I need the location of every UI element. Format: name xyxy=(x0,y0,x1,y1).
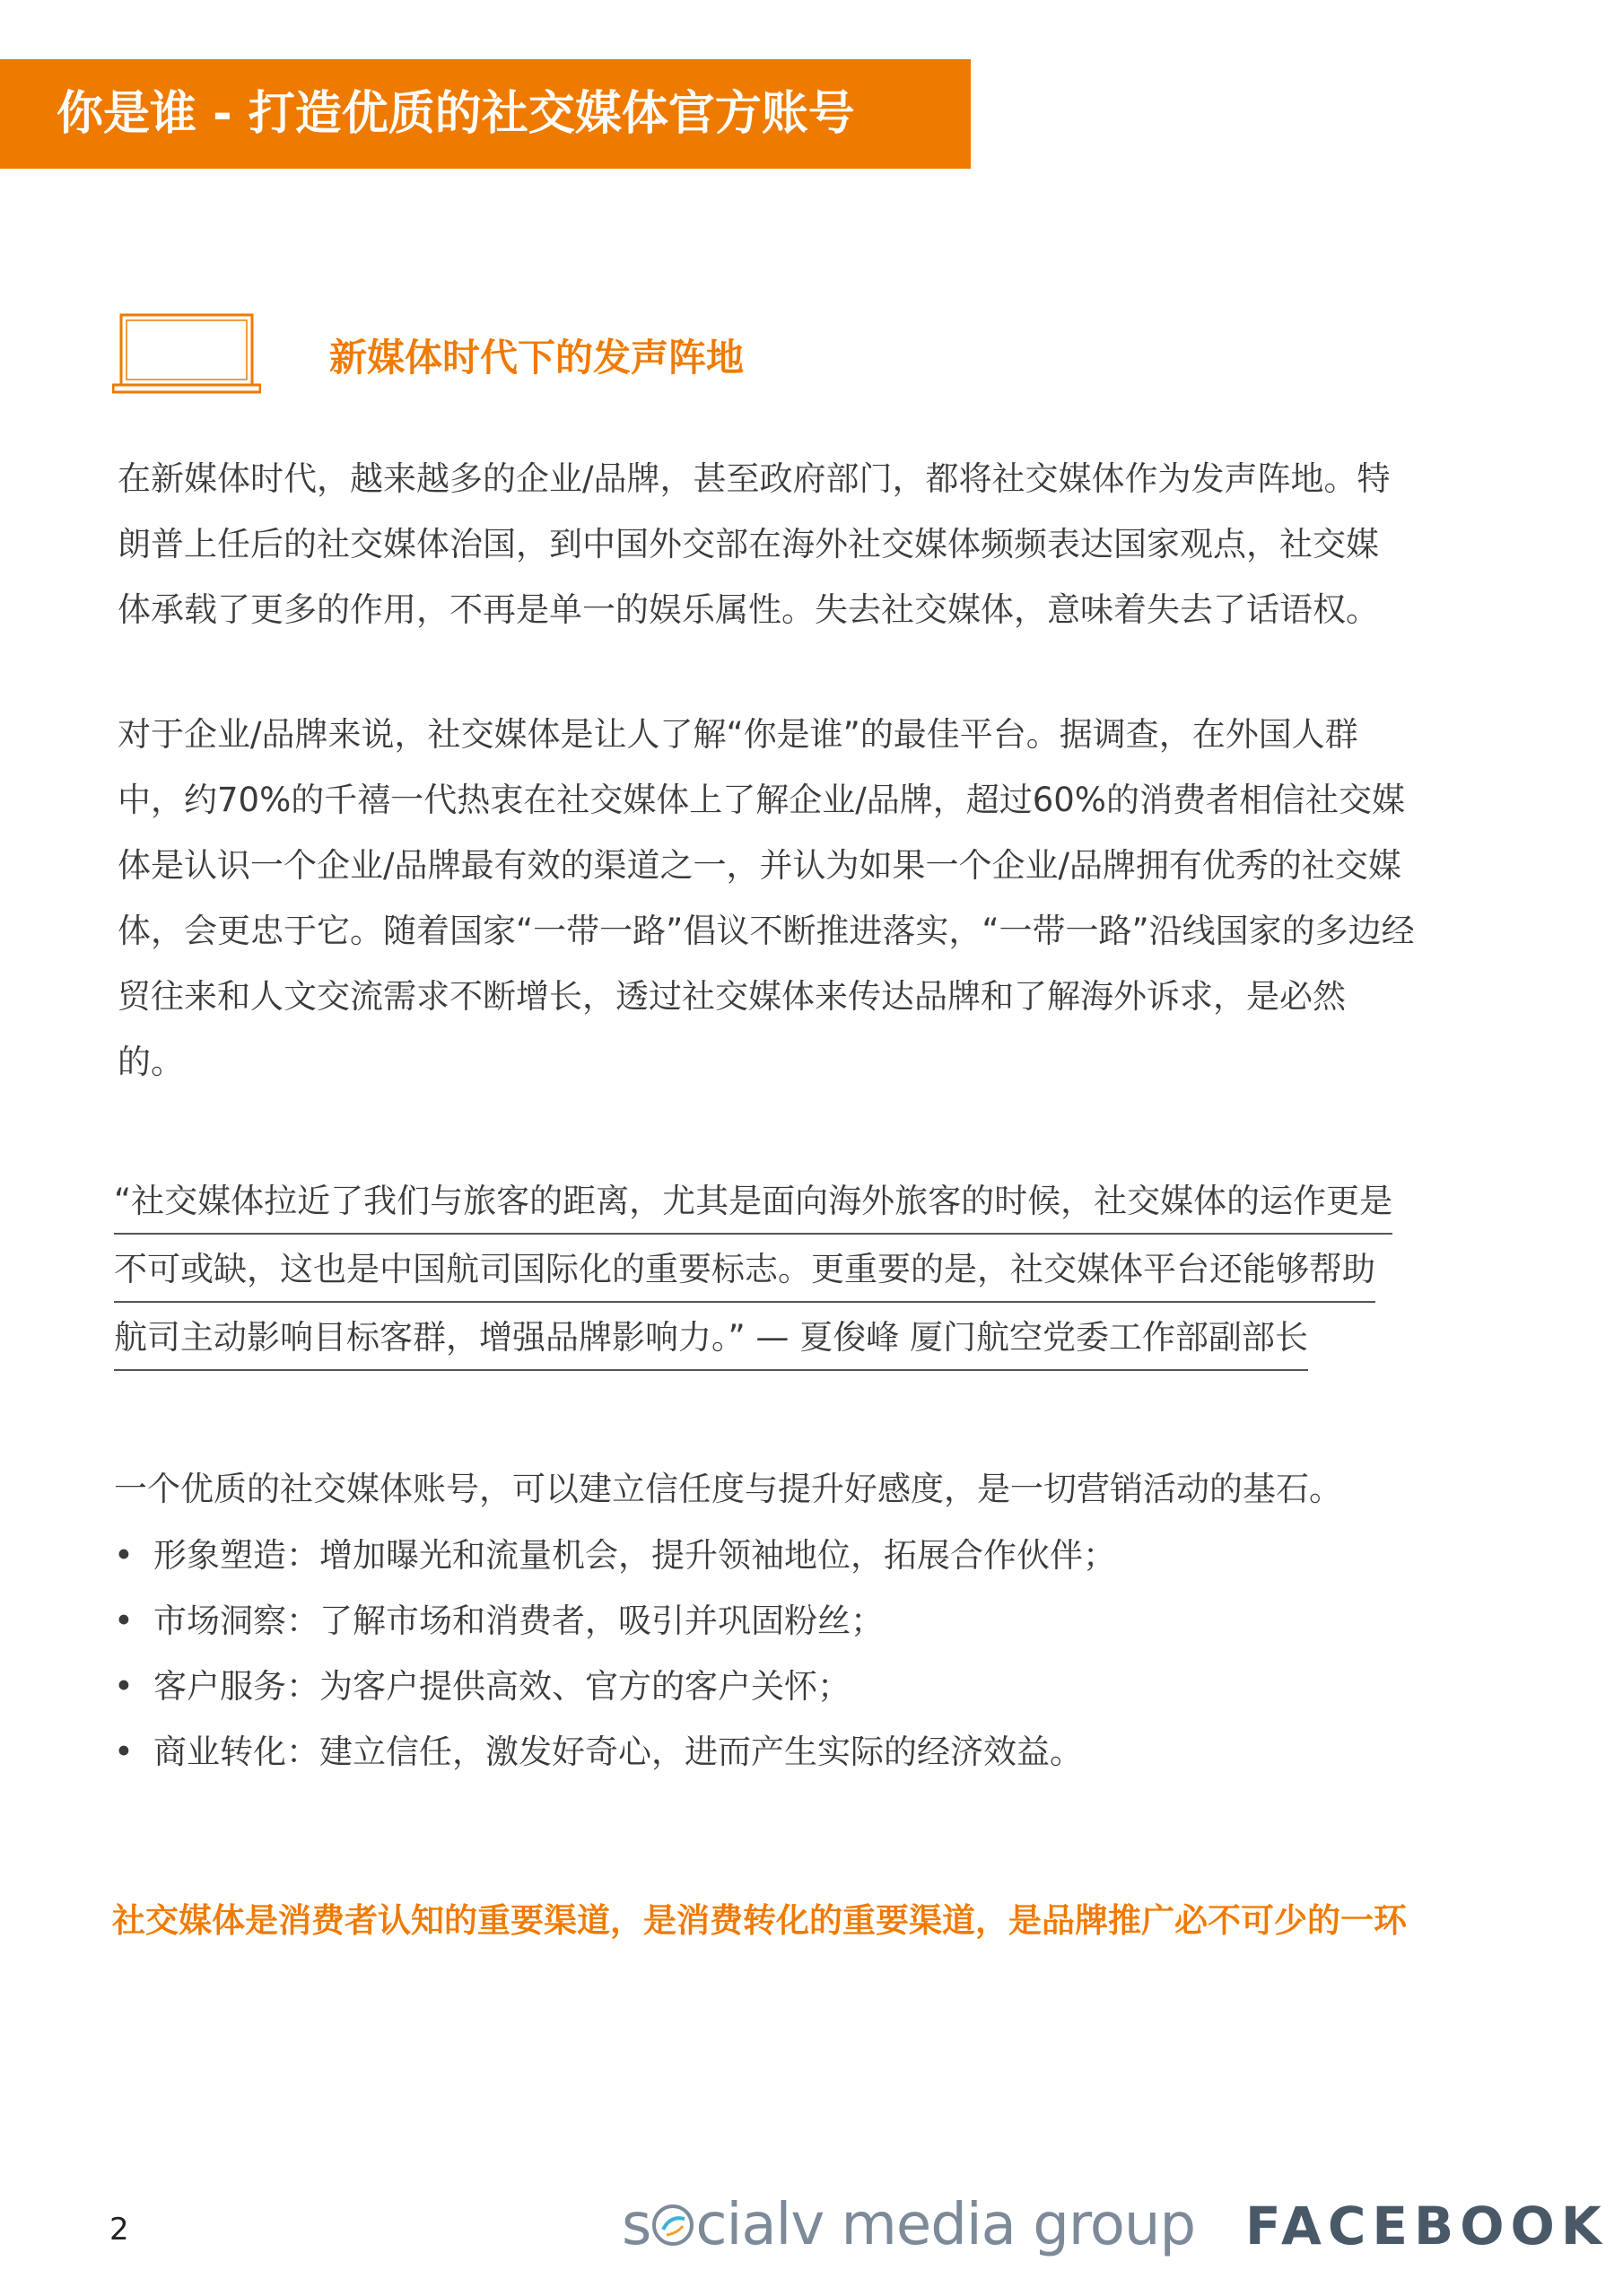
bullet-icon: • xyxy=(114,1536,134,1575)
section-title: 新媒体时代下的发声阵地 xyxy=(329,336,745,380)
paragraph-line: 体是认识一个企业/品牌最有效的渠道之一，并认为如果一个企业/品牌拥有优秀的社交媒 xyxy=(118,846,1401,885)
logo-suffix: cialv media group xyxy=(695,2192,1196,2258)
laptop-icon xyxy=(112,312,261,397)
paragraph-new-media xyxy=(118,446,1535,642)
list-item xyxy=(114,1588,1116,1654)
quote-line: 不可或缺，这也是中国航司国际化的重要标志。更重要的是，社交媒体平台还能够帮助 xyxy=(114,1238,1375,1303)
paragraph-line: 的。 xyxy=(118,1043,184,1081)
swirl-icon xyxy=(650,2203,695,2248)
paragraph-line: 体承载了更多的作用，不再是单一的娱乐属性。失去社交媒体，意味着失去了话语权。 xyxy=(118,590,1379,629)
paragraph-line: 在新媒体时代，越来越多的企业/品牌，甚至政府部门，都将社交媒体作为发声阵地。特 xyxy=(118,459,1391,498)
paragraph-brand-platform xyxy=(118,702,1535,1095)
conclusion-highlight: 社交媒体是消费者认知的重要渠道，是消费转化的重要渠道，是品牌推广必不可少的一环 xyxy=(112,1901,1407,1940)
paragraph-line: 对于企业/品牌来说，社交媒体是让人了解“你是谁”的最佳平台。据调查，在外国人群 xyxy=(118,715,1358,754)
benefits-intro: 一个优质的社交媒体账号，可以建立信任度与提升好感度，是一切营销活动的基石。 xyxy=(114,1470,1342,1508)
paragraph-line: 贸往来和人文交流需求不断增长，透过社交媒体来传达品牌和了解海外诉求，是必然 xyxy=(118,977,1346,1016)
quote-line: 航司主动影响目标客群，增强品牌影响力。” — 夏俊峰 厦门航空党委工作部副部长 xyxy=(114,1306,1308,1371)
page-title: 你是谁 - 打造优质的社交媒体官方账号 xyxy=(57,87,855,141)
list-item xyxy=(114,1719,1116,1785)
benefits-list xyxy=(114,1523,1116,1785)
list-item-text: 市场洞察：了解市场和消费者，吸引并巩固粉丝； xyxy=(153,1602,884,1640)
socialv-media-group-logo xyxy=(622,2189,1195,2261)
list-item-text: 形象塑造：增加曝光和流量机会，提升领袖地位，拓展合作伙伴； xyxy=(153,1536,1116,1575)
logo-prefix: s xyxy=(622,2192,651,2258)
list-item xyxy=(114,1654,1116,1719)
bullet-icon: • xyxy=(114,1667,134,1706)
list-item-text: 客户服务：为客户提供高效、官方的客户关怀； xyxy=(153,1667,851,1706)
list-item-text: 商业转化：建立信任，激发好奇心，进而产生实际的经济效益。 xyxy=(153,1733,1083,1771)
paragraph-line: 体，会更忠于它。随着国家“一带一路”倡议不断推进落实，“一带一路”沿线国家的多边经 xyxy=(118,912,1415,950)
paragraph-line: 中，约70%的千禧一代热衷在社交媒体上了解企业/品牌，超过60%的消费者相信社交媒 xyxy=(118,781,1405,819)
quote-line: “社交媒体拉近了我们与旅客的距离，尤其是面向海外旅客的时候，社交媒体的运作更是 xyxy=(114,1170,1392,1235)
facebook-logo: FACEBOOK xyxy=(1245,2196,1608,2257)
pull-quote xyxy=(114,1170,1549,1375)
paragraph-line: 朗普上任后的社交媒体治国，到中国外交部在海外社交媒体频频表达国家观点，社交媒 xyxy=(118,525,1379,563)
bullet-icon: • xyxy=(114,1733,134,1771)
header-banner xyxy=(0,59,971,169)
bullet-icon: • xyxy=(114,1602,134,1640)
list-item xyxy=(114,1523,1116,1588)
page-number: 2 xyxy=(109,2212,129,2248)
